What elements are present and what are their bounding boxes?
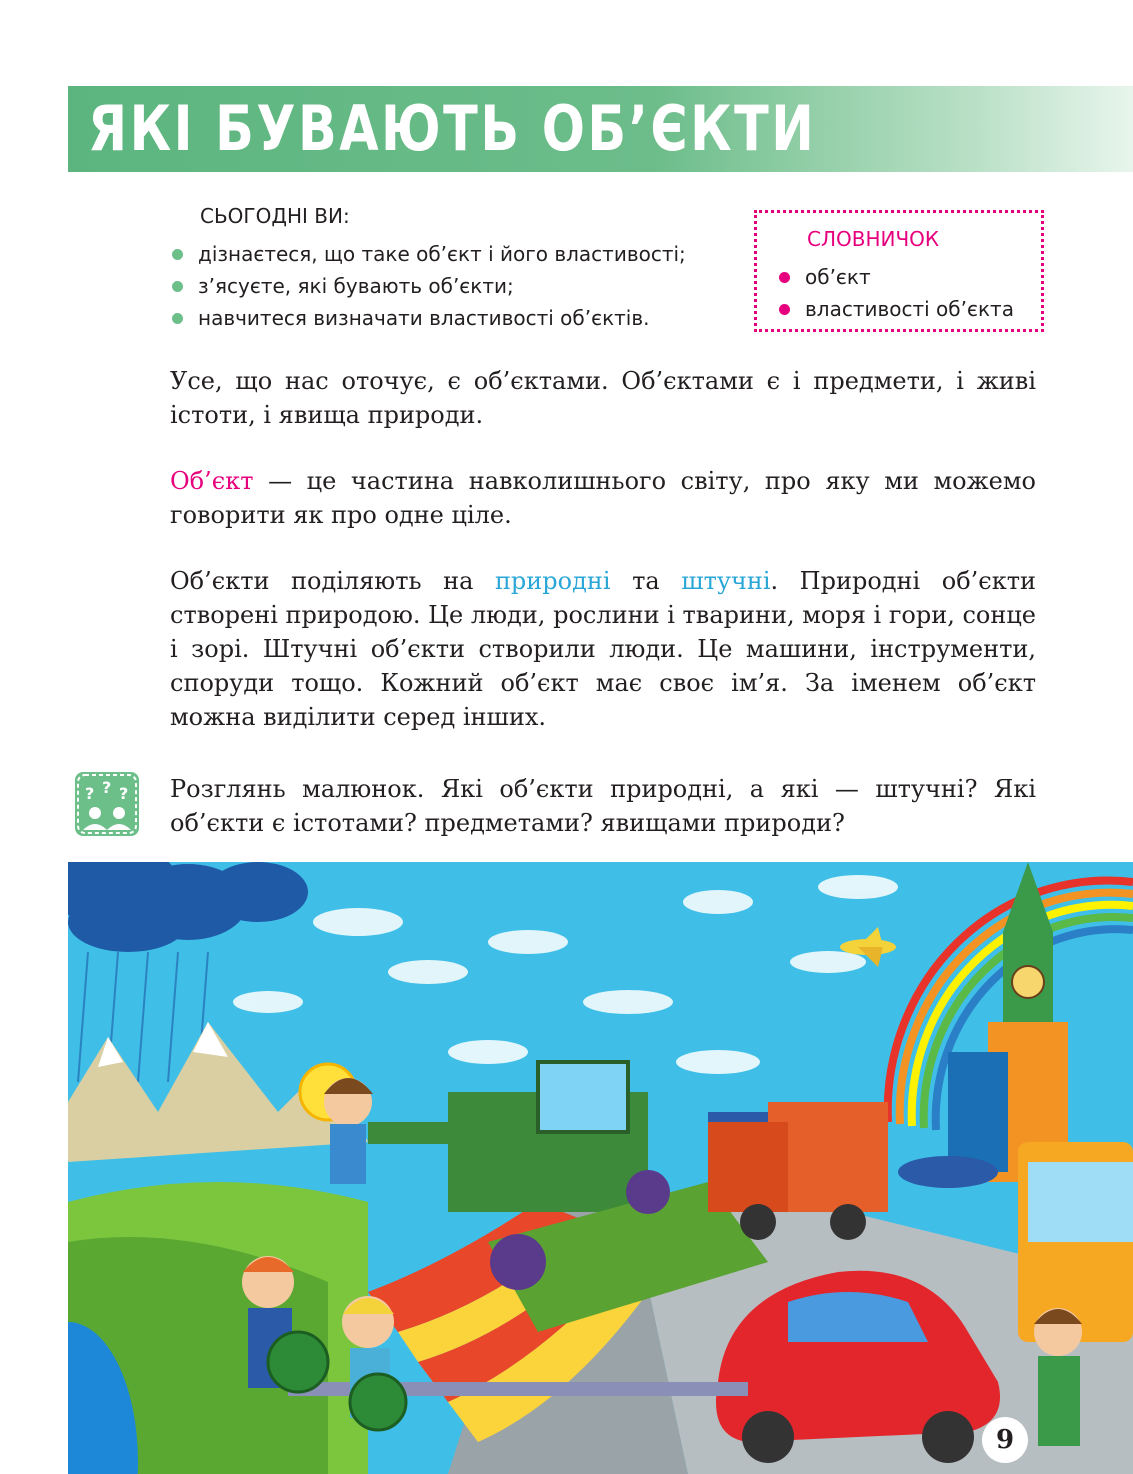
scene-illustration (68, 862, 1133, 1474)
list-item: з’ясуєте, які бувають об’єкти; (170, 270, 686, 302)
term-object: Об’єкт (170, 467, 254, 495)
bullet-icon (779, 304, 790, 315)
bullet-icon (779, 272, 790, 283)
today-list (170, 238, 686, 334)
bullet-icon (172, 249, 183, 260)
term-natural: природні (494, 567, 611, 595)
paragraph-definition: Об’єкт — це частина навколишнього світу, про яку ми можемо говорити як про одне ціле. (170, 467, 1036, 529)
question-kids-icon (75, 772, 139, 836)
paragraph-task: Розглянь малюнок. Які об’єкти природні, а які — штучні? Які об’єкти є істотами? предметами? явищами природи? (170, 775, 1036, 837)
page-title: ЯКІ БУВАЮТЬ ОБ’ЄКТИ (88, 92, 817, 165)
title-bar (68, 86, 1133, 172)
list-item: властивості об’єкта (777, 293, 1014, 325)
page-number: 9 (982, 1417, 1028, 1463)
bullet-icon (172, 313, 183, 324)
svg-text:?: ? (102, 778, 112, 797)
list-item: дізнаєтеся, що таке об’єкт і його властивості; (170, 238, 686, 270)
today-heading: СЬОГОДНІ ВИ: (200, 204, 350, 228)
svg-text:?: ? (119, 784, 129, 803)
list-item: навчитеся визначати властивості об’єктів. (170, 302, 686, 334)
bullet-icon (172, 281, 183, 292)
term-artificial: штучні (681, 567, 771, 595)
glossary-list (777, 261, 1014, 325)
paragraph-intro: Усе, що нас оточує, є об’єктами. Об’єктами є і предмети, і живі істоти, і явища природи. (170, 367, 1036, 429)
glossary-box (754, 210, 1044, 332)
list-item: об’єкт (777, 261, 1014, 293)
paragraph-types: Об’єкти поділяють на природні та штучні. Природні об’єкти створені природою. Це люди, рослини і тварини, моря і гори, сонце і зорі. Штучні об’єкти створили люди. Це машини, інструменти, споруди тощо. Кожний об’єкт має своє ім’я. За іменем об’єкт можна виділити серед інших. (170, 567, 1037, 731)
glossary-title: СЛОВНИЧОК (807, 227, 940, 251)
svg-text:?: ? (85, 784, 95, 803)
